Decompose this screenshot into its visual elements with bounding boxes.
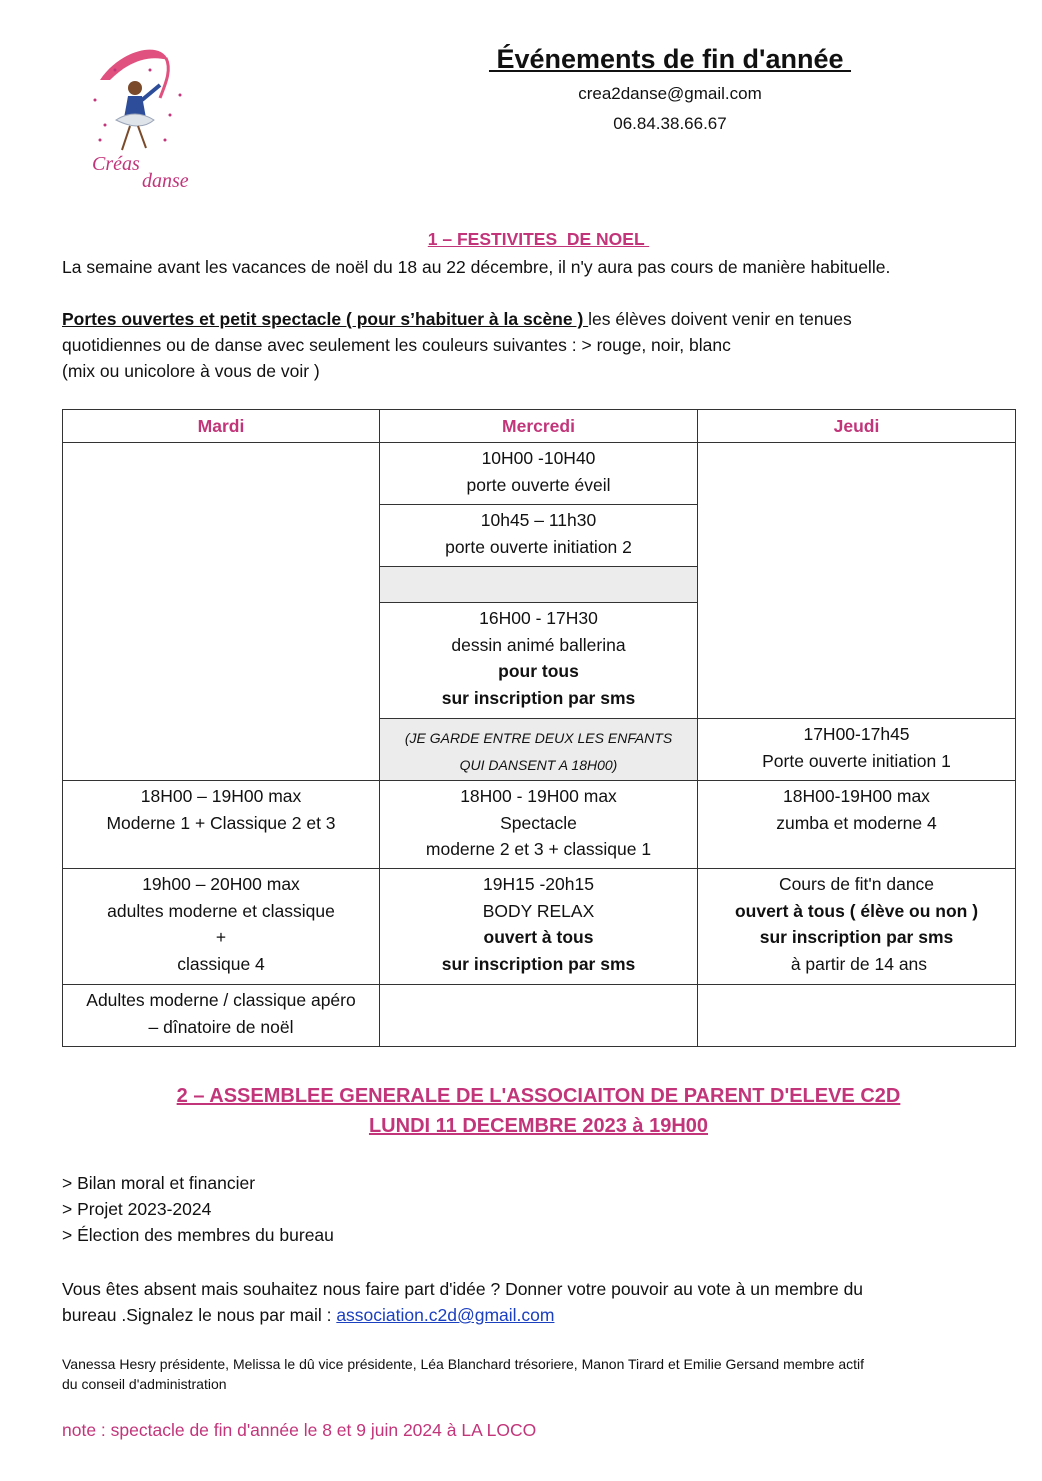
slot-desc: Porte ouverte initiation 1	[762, 750, 951, 771]
portes-heading: Portes ouvertes et petit spectacle ( pour s’habituer à la scène )	[62, 309, 589, 329]
note-line: QUI DANSENT A 18H00)	[459, 756, 618, 773]
header-mercredi: Mercredi	[380, 410, 698, 443]
contact-email: crea2danse@gmail.com	[578, 84, 762, 103]
tue-18h-cell	[63, 781, 380, 869]
slot-time: 16H00 - 17H30	[479, 608, 598, 628]
board-members	[62, 1354, 1022, 1394]
wed-slot-initiation2	[380, 505, 698, 567]
note-line: (JE GARDE ENTRE DEUX LES ENFANTS	[404, 730, 673, 746]
wed-garde-note	[380, 719, 698, 781]
slot-time: 17H00-17h45	[803, 724, 910, 744]
slot-desc: BODY RELAX	[482, 900, 595, 921]
slot-bold: sur inscription par sms	[441, 687, 636, 708]
slot-desc: zumba et moderne 4	[776, 812, 937, 833]
slot-plus: +	[215, 927, 227, 947]
section1-portes	[62, 306, 1022, 332]
section1-line2: quotidiennes ou de danse avec seulement les couleurs suivantes : > rouge, noir, blanc	[62, 335, 731, 355]
slot-time: 19H15 -20h15	[483, 874, 594, 894]
thu-18h-cell	[698, 781, 1016, 869]
board-line: du conseil d'administration	[62, 1376, 227, 1392]
tue-19h-cell	[63, 869, 380, 985]
slot-bold: ouvert à tous ( élève ou non )	[734, 900, 979, 921]
logo-word-danse: danse	[142, 170, 189, 192]
slot-desc: Cours de fit'n dance	[778, 874, 935, 894]
page-title: Événements de fin d'année	[488, 44, 852, 74]
contact-phone: 06.84.38.66.67	[613, 114, 727, 133]
slot-time: 10h45 – 11h30	[480, 510, 597, 530]
section2-date: LUNDI 11 DECEMBRE 2023 à 19H00	[368, 1115, 709, 1137]
agenda-item: > Bilan moral et financier	[62, 1173, 256, 1193]
table-row	[63, 985, 1016, 1047]
slot-bold: ouvert à tous	[483, 927, 594, 947]
slot-time: 18H00-19H00 max	[783, 786, 930, 806]
slot-desc: – dînatoire de noël	[148, 1016, 294, 1037]
slot-bold: pour tous	[498, 661, 579, 681]
slot-time: 18H00 - 19H00 max	[460, 786, 617, 806]
section2-title: 2 – ASSEMBLEE GENERALE DE L'ASSOCIAITON DE PARENT D'ELEVE C2D	[176, 1085, 901, 1107]
slot-desc: dessin animé ballerina	[451, 634, 626, 655]
section1-intro: La semaine avant les vacances de noël du 18 au 22 décembre, il n'y aura pas cours de manière habituelle.	[62, 257, 891, 277]
slot-desc: Moderne 1 + Classique 2 et 3	[106, 812, 336, 833]
table-header-row	[63, 410, 1016, 443]
wed-empty-last	[380, 985, 698, 1047]
tue-apero-cell	[63, 985, 380, 1047]
slot-desc: classique 4	[177, 953, 265, 974]
slot-time: 19h00 – 20H00 max	[142, 874, 300, 894]
wed-gray-gap	[380, 567, 698, 603]
absent-text-2	[62, 1302, 1022, 1328]
wed-slot-ballerina	[380, 603, 698, 719]
slot-desc: adultes moderne et classique	[107, 900, 335, 921]
association-email-link[interactable]: association.c2d@gmail.com	[336, 1305, 555, 1325]
slot-bold: sur inscription par sms	[441, 953, 636, 974]
portes-rest: les élèves doivent venir en tenues	[588, 309, 852, 329]
wed-19h-cell	[380, 869, 698, 985]
logo-word-creas: Créas	[92, 153, 140, 175]
wed-18h-cell	[380, 781, 698, 869]
slot-age: à partir de 14 ans	[785, 953, 928, 974]
slot-desc: porte ouverte initiation 2	[445, 536, 632, 557]
header-mardi: Mardi	[63, 410, 380, 443]
agenda-item: > Élection des membres du bureau	[62, 1225, 334, 1245]
wed-slot-eveil	[380, 443, 698, 505]
spectacle-note: note : spectacle de fin d'année le 8 et 9 juin 2024 à LA LOCO	[62, 1420, 537, 1440]
slot-desc: Adultes moderne / classique apéro	[86, 990, 356, 1010]
section1-title: 1 – FESTIVITES DE NOEL	[427, 229, 650, 249]
thu-empty-last	[698, 985, 1016, 1047]
absent-text: Vous êtes absent mais souhaitez nous faire part d'idée ? Donner votre pouvoir au vote à un membre du	[62, 1279, 864, 1299]
agenda-item: > Projet 2023-2024	[62, 1199, 212, 1219]
tue-empty-cell	[63, 443, 380, 781]
absent-prefix: bureau .Signalez le nous par mail :	[62, 1305, 337, 1325]
thu-19h-cell	[698, 869, 1016, 985]
slot-time: 18H00 – 19H00 max	[140, 786, 302, 806]
slot-desc: Spectacle	[500, 812, 577, 833]
slot-desc: moderne 2 et 3 + classique 1	[425, 839, 652, 859]
thu-slot-initiation1	[698, 719, 1016, 781]
thu-empty-cell	[698, 443, 1016, 719]
slot-desc: porte ouverte éveil	[466, 474, 611, 495]
section1-line3: (mix ou unicolore à vous de voir )	[62, 361, 320, 381]
table-row	[63, 781, 1016, 869]
table-row	[63, 869, 1016, 985]
board-line: Vanessa Hesry présidente, Melissa le dû vice présidente, Léa Blanchard trésoriere, Manon Tirard et Emilie Gersand membre actif	[62, 1356, 865, 1372]
header-jeudi: Jeudi	[698, 410, 1016, 443]
schedule-table	[62, 409, 1016, 1047]
slot-bold: sur inscription par sms	[759, 927, 954, 947]
slot-time: 10H00 -10H40	[481, 448, 596, 468]
table-row	[63, 443, 1016, 505]
